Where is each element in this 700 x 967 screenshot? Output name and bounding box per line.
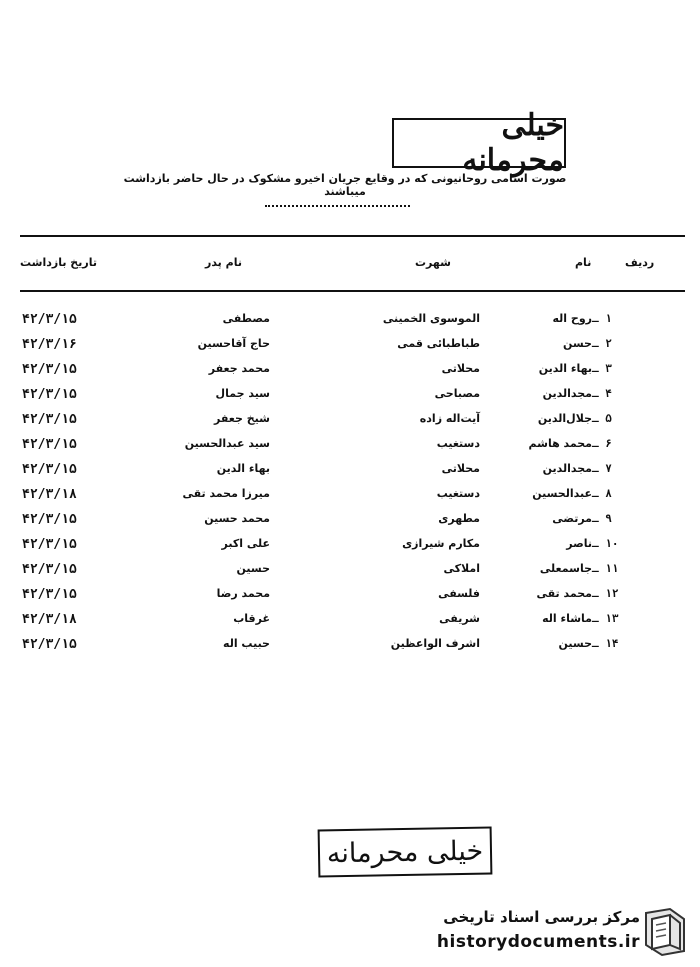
- row-father: سید عبدالحسین: [184, 437, 270, 450]
- row-shohrat: فلسفی: [438, 587, 480, 600]
- row-date: ۴۲/۳/۱۵: [22, 312, 77, 327]
- logo-url: historydocuments.ir: [436, 932, 640, 952]
- table-row: [0, 562, 700, 587]
- row-shohrat: املاکی: [443, 562, 480, 575]
- row-index: ۱۳ ـ: [592, 612, 619, 625]
- col-header-shohrat: شهرت: [415, 256, 451, 269]
- row-date: ۴۲/۳/۱۵: [22, 412, 77, 427]
- row-index: ۱۱ ـ: [592, 562, 619, 575]
- header-underline: [265, 205, 410, 207]
- row-date: ۴۲/۳/۱۵: [22, 562, 77, 577]
- row-father: بهاء الدین: [216, 462, 270, 475]
- row-shohrat: دستغیب: [436, 487, 480, 500]
- row-shohrat: شریفی: [439, 612, 480, 625]
- row-shohrat: مطهری: [438, 512, 480, 525]
- row-index: ۱۴ ـ: [592, 637, 619, 650]
- row-name: محمد تقی: [536, 587, 592, 600]
- row-father: محمد حسین: [204, 512, 270, 525]
- row-name: جلال‌الدین: [537, 412, 592, 425]
- row-index: ۳ ـ: [592, 362, 612, 375]
- row-father: غرقاب: [233, 612, 270, 625]
- row-shohrat: مکارم شیرازی: [402, 537, 480, 550]
- row-date: ۴۲/۳/۱۵: [22, 512, 77, 527]
- row-index: ۱۲ ـ: [592, 587, 619, 600]
- row-shohrat: طباطبائی قمی: [397, 337, 480, 350]
- col-header-date: تاریخ بازداشت: [20, 256, 97, 269]
- row-index: ۱۰ ـ: [592, 537, 619, 550]
- table-row: [0, 537, 700, 562]
- row-shohrat: محلاتی: [441, 462, 480, 475]
- table-row: [0, 362, 700, 387]
- table-row: [0, 337, 700, 362]
- row-date: ۴۲/۳/۱۵: [22, 462, 77, 477]
- table-top-rule: [20, 235, 685, 237]
- row-father: سید جمال: [215, 387, 270, 400]
- table-row: [0, 312, 700, 337]
- row-date: ۴۲/۳/۱۵: [22, 387, 77, 402]
- stamp-top: خیلی محرمانه: [392, 118, 566, 168]
- row-father: علی اکبر: [221, 537, 270, 550]
- table-row: [0, 387, 700, 412]
- table-row: [0, 612, 700, 637]
- row-index: ۱ ـ: [592, 312, 612, 325]
- row-index: ۸ ـ: [592, 487, 612, 500]
- row-name: بهاء الدین: [538, 362, 592, 375]
- row-father: محمد رضا: [216, 587, 270, 600]
- row-date: ۴۲/۳/۱۵: [22, 637, 77, 652]
- row-index: ۲ ـ: [592, 337, 612, 350]
- row-index: ۵ ـ: [592, 412, 612, 425]
- row-father: محمد جعفر: [208, 362, 270, 375]
- row-date: ۴۲/۳/۱۵: [22, 362, 77, 377]
- row-father: حسین: [236, 562, 270, 575]
- row-index: ۹ ـ: [592, 512, 612, 525]
- stamp-bottom: خیلی محرمانه: [318, 826, 493, 877]
- row-index: ۴ ـ: [592, 387, 612, 400]
- row-shohrat: آیت‌اله زاده: [419, 412, 480, 425]
- row-father: شیخ جعفر: [214, 412, 270, 425]
- row-name: ناصر: [566, 537, 592, 550]
- row-name: حسن: [562, 337, 592, 350]
- table-row: [0, 462, 700, 487]
- row-father: میرزا محمد تقی: [182, 487, 270, 500]
- row-date: ۴۲/۳/۱۸: [22, 612, 77, 627]
- row-shohrat: مصباحی: [434, 387, 480, 400]
- document-header: صورت اسامی روحانیونی که در وقایع جریان اخیرو مشکوک در حال حاضر بازداشت میباشند: [123, 172, 567, 198]
- row-name: ماشاء اله: [542, 612, 592, 625]
- row-name: محمد هاشم: [528, 437, 592, 450]
- row-date: ۴۲/۳/۱۵: [22, 437, 77, 452]
- row-shohrat: دستغیب: [436, 437, 480, 450]
- row-shohrat: الموسوی الخمینی: [382, 312, 480, 325]
- col-header-radif: ردیف: [625, 256, 655, 269]
- table-row: [0, 412, 700, 437]
- row-father: حاج آقاحسین: [197, 337, 270, 350]
- row-name: عبدالحسین: [532, 487, 592, 500]
- row-index: ۶ ـ: [592, 437, 612, 450]
- book-pages-icon: [640, 905, 690, 959]
- row-date: ۴۲/۳/۱۸: [22, 487, 77, 502]
- row-date: ۴۲/۳/۱۶: [22, 337, 77, 352]
- table-row: [0, 637, 700, 662]
- col-header-father: نام پدر: [205, 256, 242, 269]
- row-date: ۴۲/۳/۱۵: [22, 587, 77, 602]
- row-name: روح اله: [552, 312, 592, 325]
- table-header-rule: [20, 290, 685, 292]
- row-father: مصطفی: [222, 312, 270, 325]
- row-name: مرتضی: [552, 512, 592, 525]
- table-row: [0, 587, 700, 612]
- logo-org-name: مرکز بررسی اسناد تاریخی: [443, 908, 640, 926]
- table-row: [0, 437, 700, 462]
- row-name: جاسمعلی: [539, 562, 592, 575]
- row-date: ۴۲/۳/۱۵: [22, 537, 77, 552]
- row-shohrat: محلاتی: [441, 362, 480, 375]
- table-row: [0, 487, 700, 512]
- row-name: مجدالدین: [542, 462, 592, 475]
- row-index: ۷ ـ: [592, 462, 612, 475]
- row-shohrat: اشرف الواعظین: [390, 637, 480, 650]
- col-header-name: نام: [575, 256, 592, 269]
- table-row: [0, 512, 700, 537]
- row-father: حبیب اله: [223, 637, 270, 650]
- row-name: حسین: [558, 637, 592, 650]
- row-name: مجدالدین: [542, 387, 592, 400]
